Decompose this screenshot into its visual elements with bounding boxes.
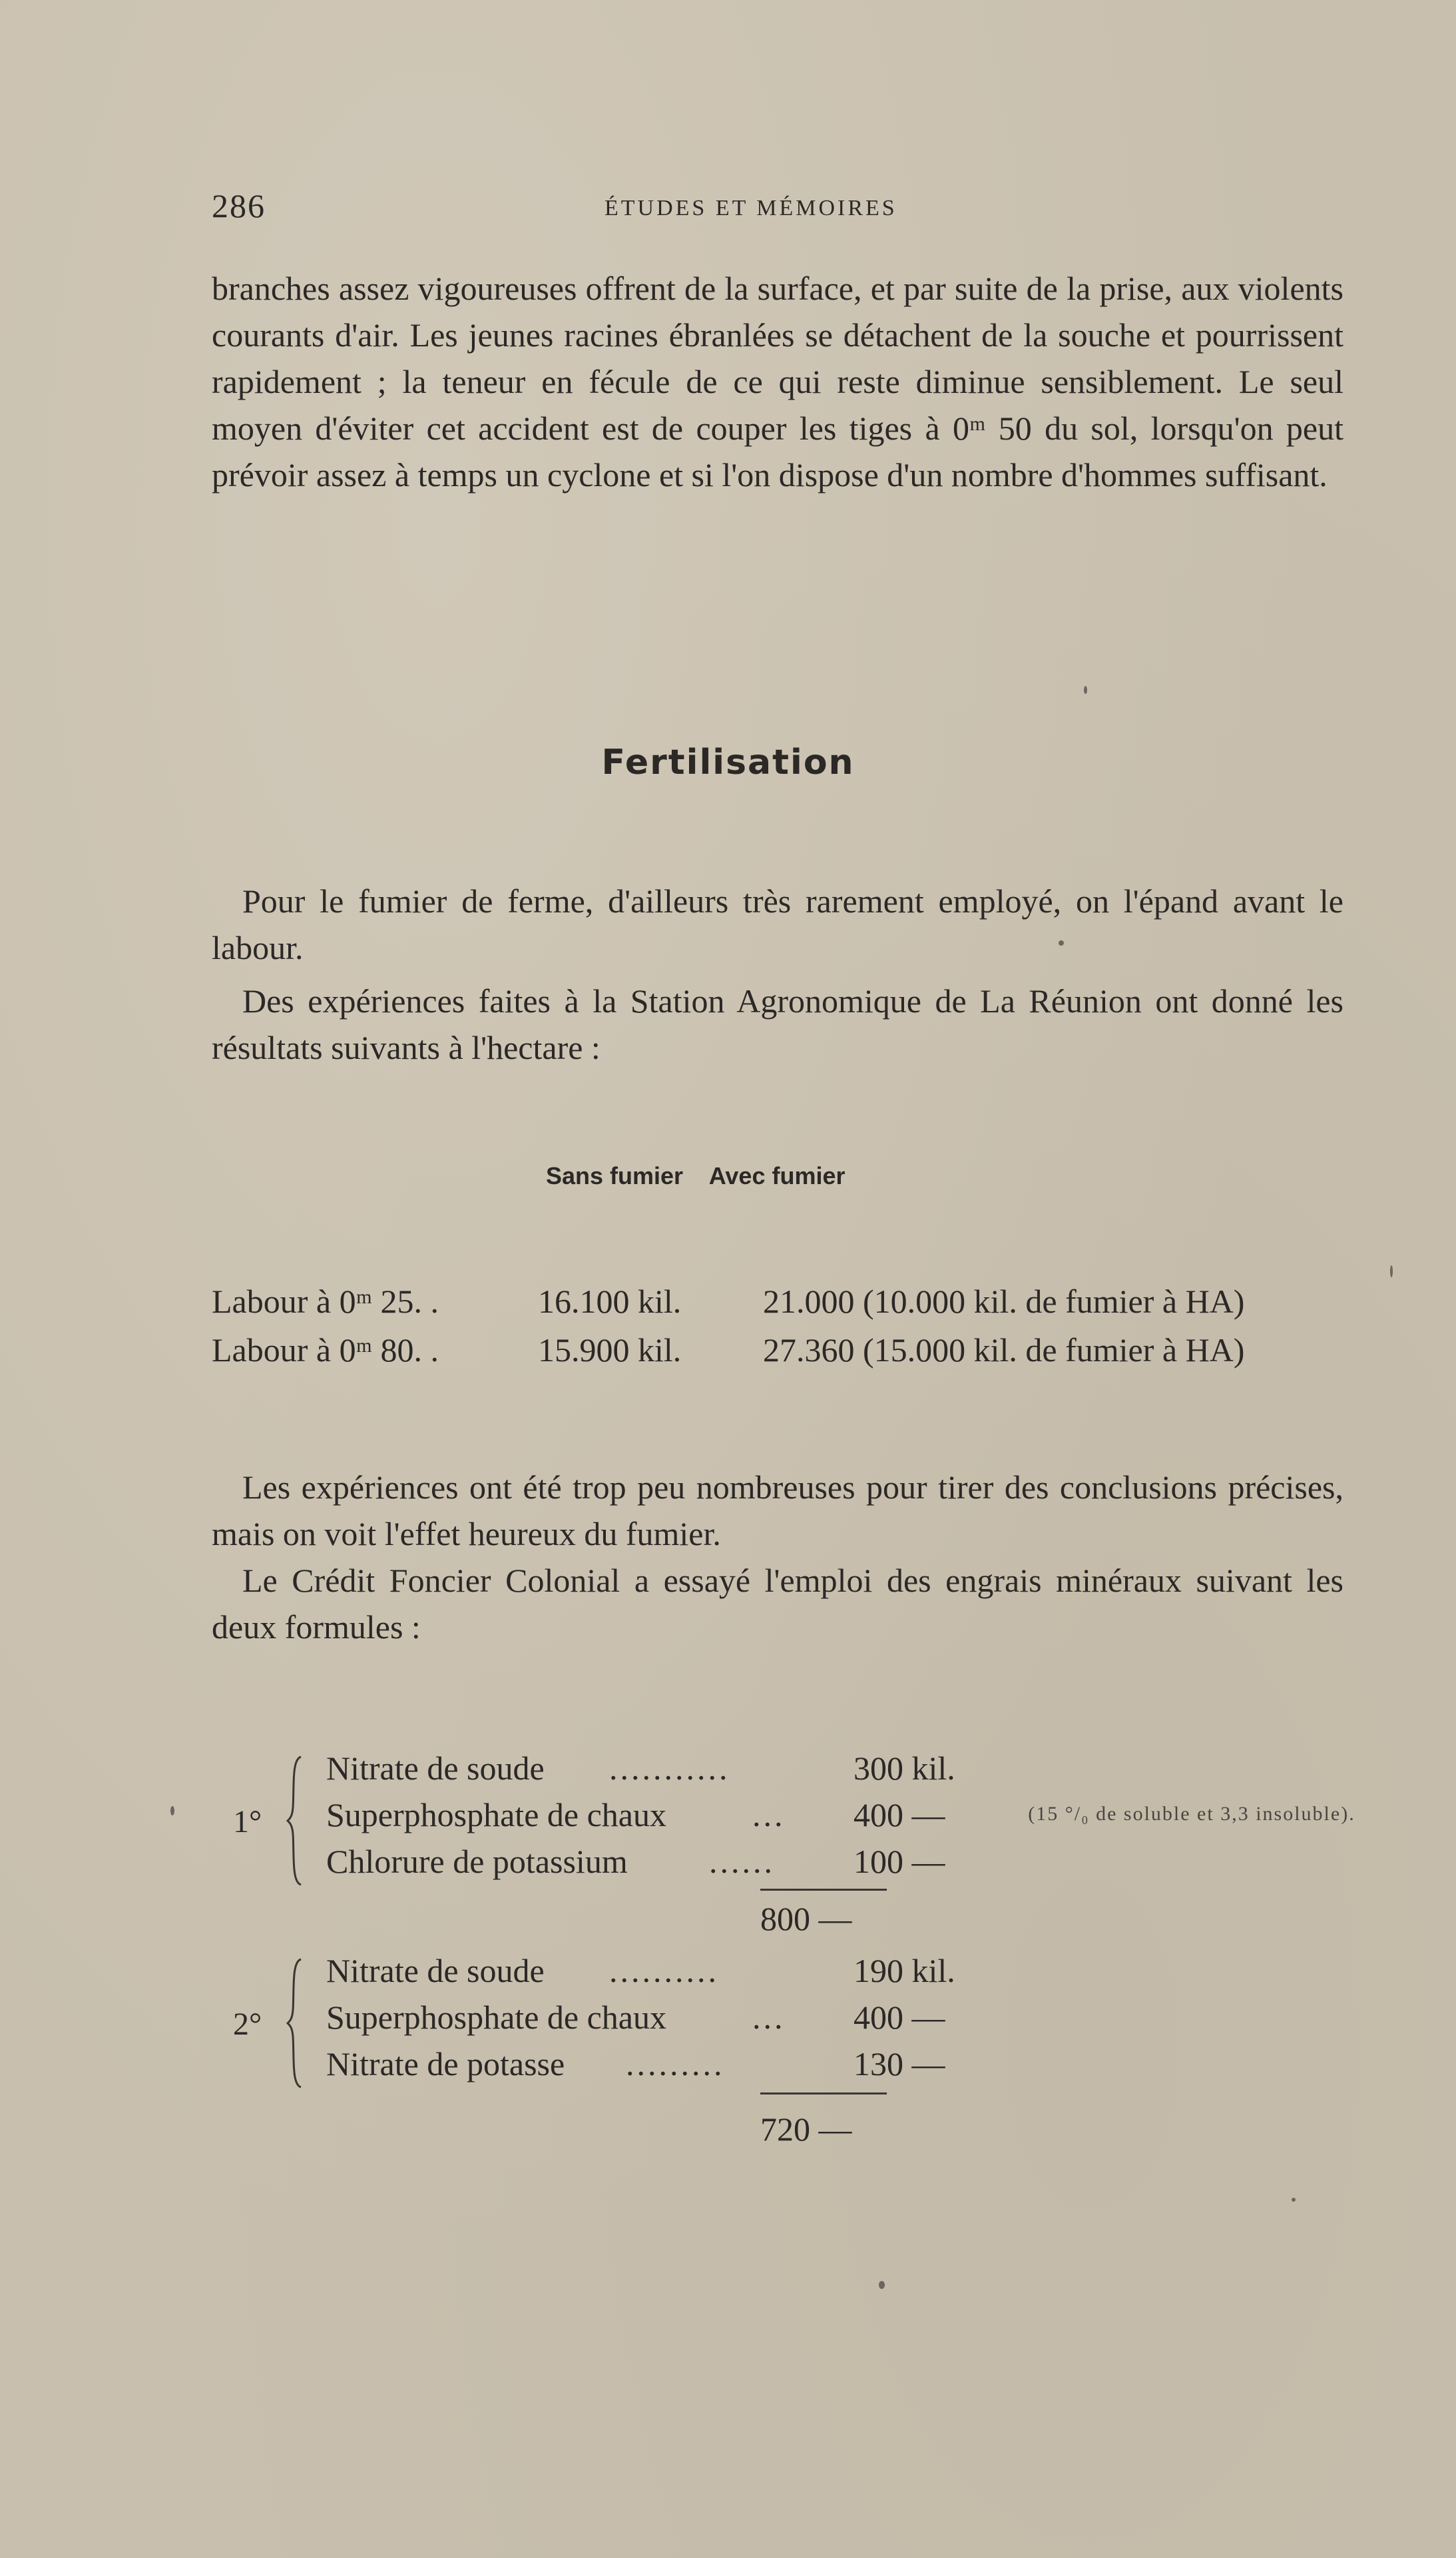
formula-item-name: Chlorure de potassium [326, 1843, 628, 1880]
formula-item [326, 1795, 992, 1835]
formula-item [326, 1951, 992, 1991]
formula-note: (15 °/₀ de soluble et 3,3 insoluble). [1028, 1803, 1355, 1825]
formula-item [326, 2045, 992, 2084]
formula-item-name: Nitrate de soude [326, 1952, 545, 1989]
formula-item-leader: ... [752, 1999, 786, 2036]
results-row-sans-fumier: 15.900 kil. [538, 1331, 682, 1369]
page-header [212, 186, 1343, 226]
formula-item-qty: 190 kil. [853, 1952, 955, 1989]
formula-total: 720 — [760, 2110, 852, 2148]
formula-item-qty: 100 — [853, 1843, 945, 1880]
formula-total: 800 — [760, 1900, 852, 1937]
paper-speck [879, 2281, 885, 2289]
results-column-headers [546, 1162, 865, 1190]
paper-speck [170, 1806, 174, 1815]
formula-item-leader: ......... [626, 2045, 725, 2082]
paper-speck [1084, 686, 1087, 694]
formula-item-qty: 400 — [853, 1796, 945, 1833]
formula-item-name: Nitrate de potasse [326, 2045, 565, 2082]
paragraph-fumier: Pour le fumier de ferme, d'ailleurs très rarement employé, on l'épand avant le labour. [212, 882, 1343, 966]
formula-item-qty: 400 — [853, 1999, 945, 2036]
formula-item-leader: ...... [709, 1843, 775, 1880]
formula-number: 1° [233, 1804, 262, 1839]
sum-rule [760, 2092, 887, 2094]
formula-item-qty: 130 — [853, 2045, 945, 2082]
formula-item-leader: .......... [609, 1952, 719, 1989]
formula-item-qty: 300 kil. [853, 1750, 955, 1787]
paragraph-experiences: Des expériences faites à la Station Agronomique de La Réunion ont donné les résultats suivants à l'hectare : [212, 982, 1343, 1066]
paragraph-credit-foncier: Le Crédit Foncier Colonial a essayé l'emploi des engrais minéraux suivant les deux formules : [212, 1562, 1343, 1646]
results-row-avec-fumier: 27.360 (15.000 kil. de fumier à HA) [763, 1331, 1245, 1369]
page-number: 286 [212, 187, 266, 224]
results-row-sans-fumier: 16.100 kil. [538, 1283, 682, 1320]
formula-item [326, 1998, 992, 2038]
left-brace-icon [285, 1957, 305, 2090]
formula-item-leader: ... [752, 1796, 786, 1833]
left-brace-icon [285, 1754, 305, 1887]
paper-speck [1059, 940, 1064, 946]
formula-item [326, 1842, 992, 1882]
formula-number: 2° [233, 2007, 262, 2042]
paper-speck [1390, 1265, 1393, 1277]
paragraph-conclusions: Les expériences ont été trop peu nombreuses pour tirer des conclusions précises, mais on voit l'effet heureux du fumier. [212, 1468, 1343, 1552]
results-row-label: Labour à 0ᵐ 80. . [212, 1331, 439, 1369]
formula-item-name: Nitrate de soude [326, 1750, 545, 1787]
paragraph-intro: branches assez vigoureuses offrent de la surface, et par suite de la prise, aux violents courants d'air. Les jeunes racines ébranlées se détachent de la souche et pourrissent rapidement ; la teneur en fécule de ce qui reste diminue sensiblement. Le seul moyen d'éviter cet accident est de couper les tiges à 0ᵐ 50 du sol, lorsqu'on peut prévoir assez à temps un cyclone et si l'on dispose d'un nombre d'hommes suffisant. [212, 270, 1343, 493]
paper-speck [1292, 2198, 1296, 2202]
formula-item-name: Superphosphate de chaux [326, 1999, 666, 2036]
section-heading: Fertilisation [601, 743, 855, 783]
column-header-avec-fumier: Avec fumier [708, 1162, 846, 1189]
formula-item-name: Superphosphate de chaux [326, 1796, 666, 1833]
running-title: ÉTUDES ET MÉMOIRES [605, 196, 897, 220]
formula-item-leader: ........... [609, 1750, 730, 1787]
column-header-sans-fumier: Sans fumier [546, 1162, 684, 1189]
results-row-label: Labour à 0ᵐ 25. . [212, 1283, 439, 1320]
sum-rule [760, 1889, 887, 1891]
formula-item [326, 1749, 992, 1789]
results-row-avec-fumier: 21.000 (10.000 kil. de fumier à HA) [763, 1283, 1245, 1320]
